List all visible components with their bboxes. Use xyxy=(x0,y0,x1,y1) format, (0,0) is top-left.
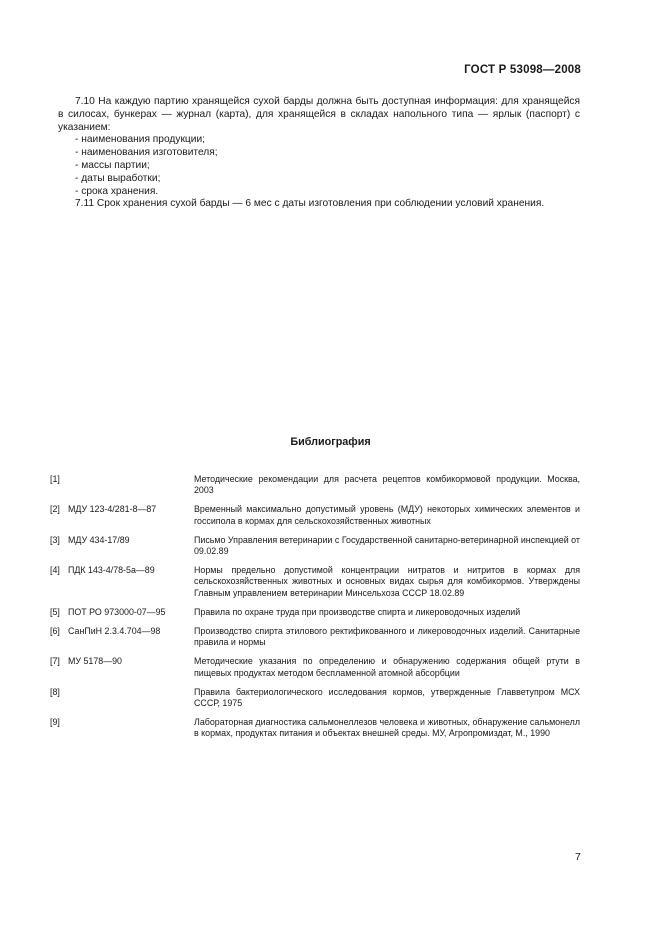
entry-number: [3] xyxy=(50,534,60,545)
list-item: - наименования продукции; xyxy=(75,134,205,146)
entry-number: [8] xyxy=(50,686,60,697)
bibliography-entry xyxy=(50,504,580,526)
bibliography-entry xyxy=(50,717,580,739)
entry-code: СанПиН 2.3.4.704—98 xyxy=(68,626,161,637)
bibliography-entry xyxy=(50,687,580,709)
entry-number: [1] xyxy=(50,474,60,484)
entry-text: Методические указания по определению и обнаружению содержания общей ртути в пищевых продуктах методом беспламенной атомной абсорбции xyxy=(194,656,580,678)
bibliography-entry xyxy=(50,565,580,599)
paragraph-7-10: 7.10 На каждую партию хранящейся сухой барды должна быть доступная информация: для хранящейся в силосах, бункерах — журнал (карта), для хранящейся в складах напольного типа — ярлык (паспорт) с указанием: xyxy=(58,96,580,133)
entry-code: МДУ 434-17/89 xyxy=(68,534,130,545)
entry-text: Правила бактериологического исследования кормов, утвержденные Главветупром МСХ СССР, 1975 xyxy=(194,686,580,709)
entry-number: [6] xyxy=(50,626,60,637)
page-number: 7 xyxy=(575,851,581,863)
info-list xyxy=(58,134,580,198)
bibliography-entry xyxy=(50,474,580,496)
entry-text: Производство спирта этилового ректификованного и ликероводочных изделий. Санитарные правила и нормы xyxy=(194,626,580,648)
entry-code: МДУ 123-4/281-8—87 xyxy=(68,504,157,515)
entry-number: [4] xyxy=(50,565,60,576)
list-item: - срока хранения. xyxy=(75,185,159,197)
entry-text: Лабораторная диагностика сальмонеллезов человека и животных, обнаружение сальмонелл в кормах, продуктах питания и объектах внешней среды. МУ, Агропромиздат, М., 1990 xyxy=(194,717,580,739)
entry-code: МУ 5178—90 xyxy=(68,656,122,667)
list-item: - наименования изготовителя; xyxy=(75,147,218,159)
entry-code xyxy=(68,717,194,739)
entry-code: ПДК 143-4/78-5а—89 xyxy=(68,565,155,576)
entry-number: [9] xyxy=(50,717,60,728)
entry-text: Методические рекомендации для расчета рецептов комбикормовой продукции. Москва, 2003 xyxy=(194,474,580,496)
bibliography-entry xyxy=(50,535,580,557)
document-header: ГОСТ Р 53098—2008 xyxy=(464,64,581,76)
paragraph-7-11: 7.11 Срок хранения сухой барды — 6 мес с даты изготовления при соблюдении условий хранения. xyxy=(75,198,545,210)
bibliography-entry xyxy=(50,607,580,618)
section-body xyxy=(58,96,580,211)
list-item: - даты выработки; xyxy=(75,172,161,184)
entry-code: ПОТ РО 973000-07—95 xyxy=(68,606,166,617)
bibliography-title: Библиография xyxy=(290,436,371,448)
entry-code xyxy=(68,474,194,496)
entry-text: Правила по охране труда при производстве спирта и ликероводочных изделий xyxy=(194,606,521,617)
entry-text: Нормы предельно допустимой концентрации нитратов и нитритов в кормах для сельскохозяйственных животных и основных видах сырья для комбикормов. Утверждены Главным управлением ветеринарии Минсельхоза СССР 18.02.89 xyxy=(194,565,580,598)
bibliography-entry xyxy=(50,626,580,648)
list-item: - массы партии; xyxy=(75,159,150,171)
bibliography-entry xyxy=(50,656,580,678)
entry-text: Временный максимально допустимый уровень (МДУ) некоторых химических элементов и госсипола в кормах для сельскохозяйственных животных xyxy=(194,504,580,526)
entry-number: [2] xyxy=(50,504,60,515)
entry-number: [5] xyxy=(50,606,60,617)
entry-text: Письмо Управления ветеринарии с Государственной санитарно-ветеринарной инспекцией от 09.02.89 xyxy=(194,534,580,557)
entry-number: [7] xyxy=(50,656,60,667)
bibliography-list xyxy=(50,474,580,748)
entry-code xyxy=(68,687,194,709)
